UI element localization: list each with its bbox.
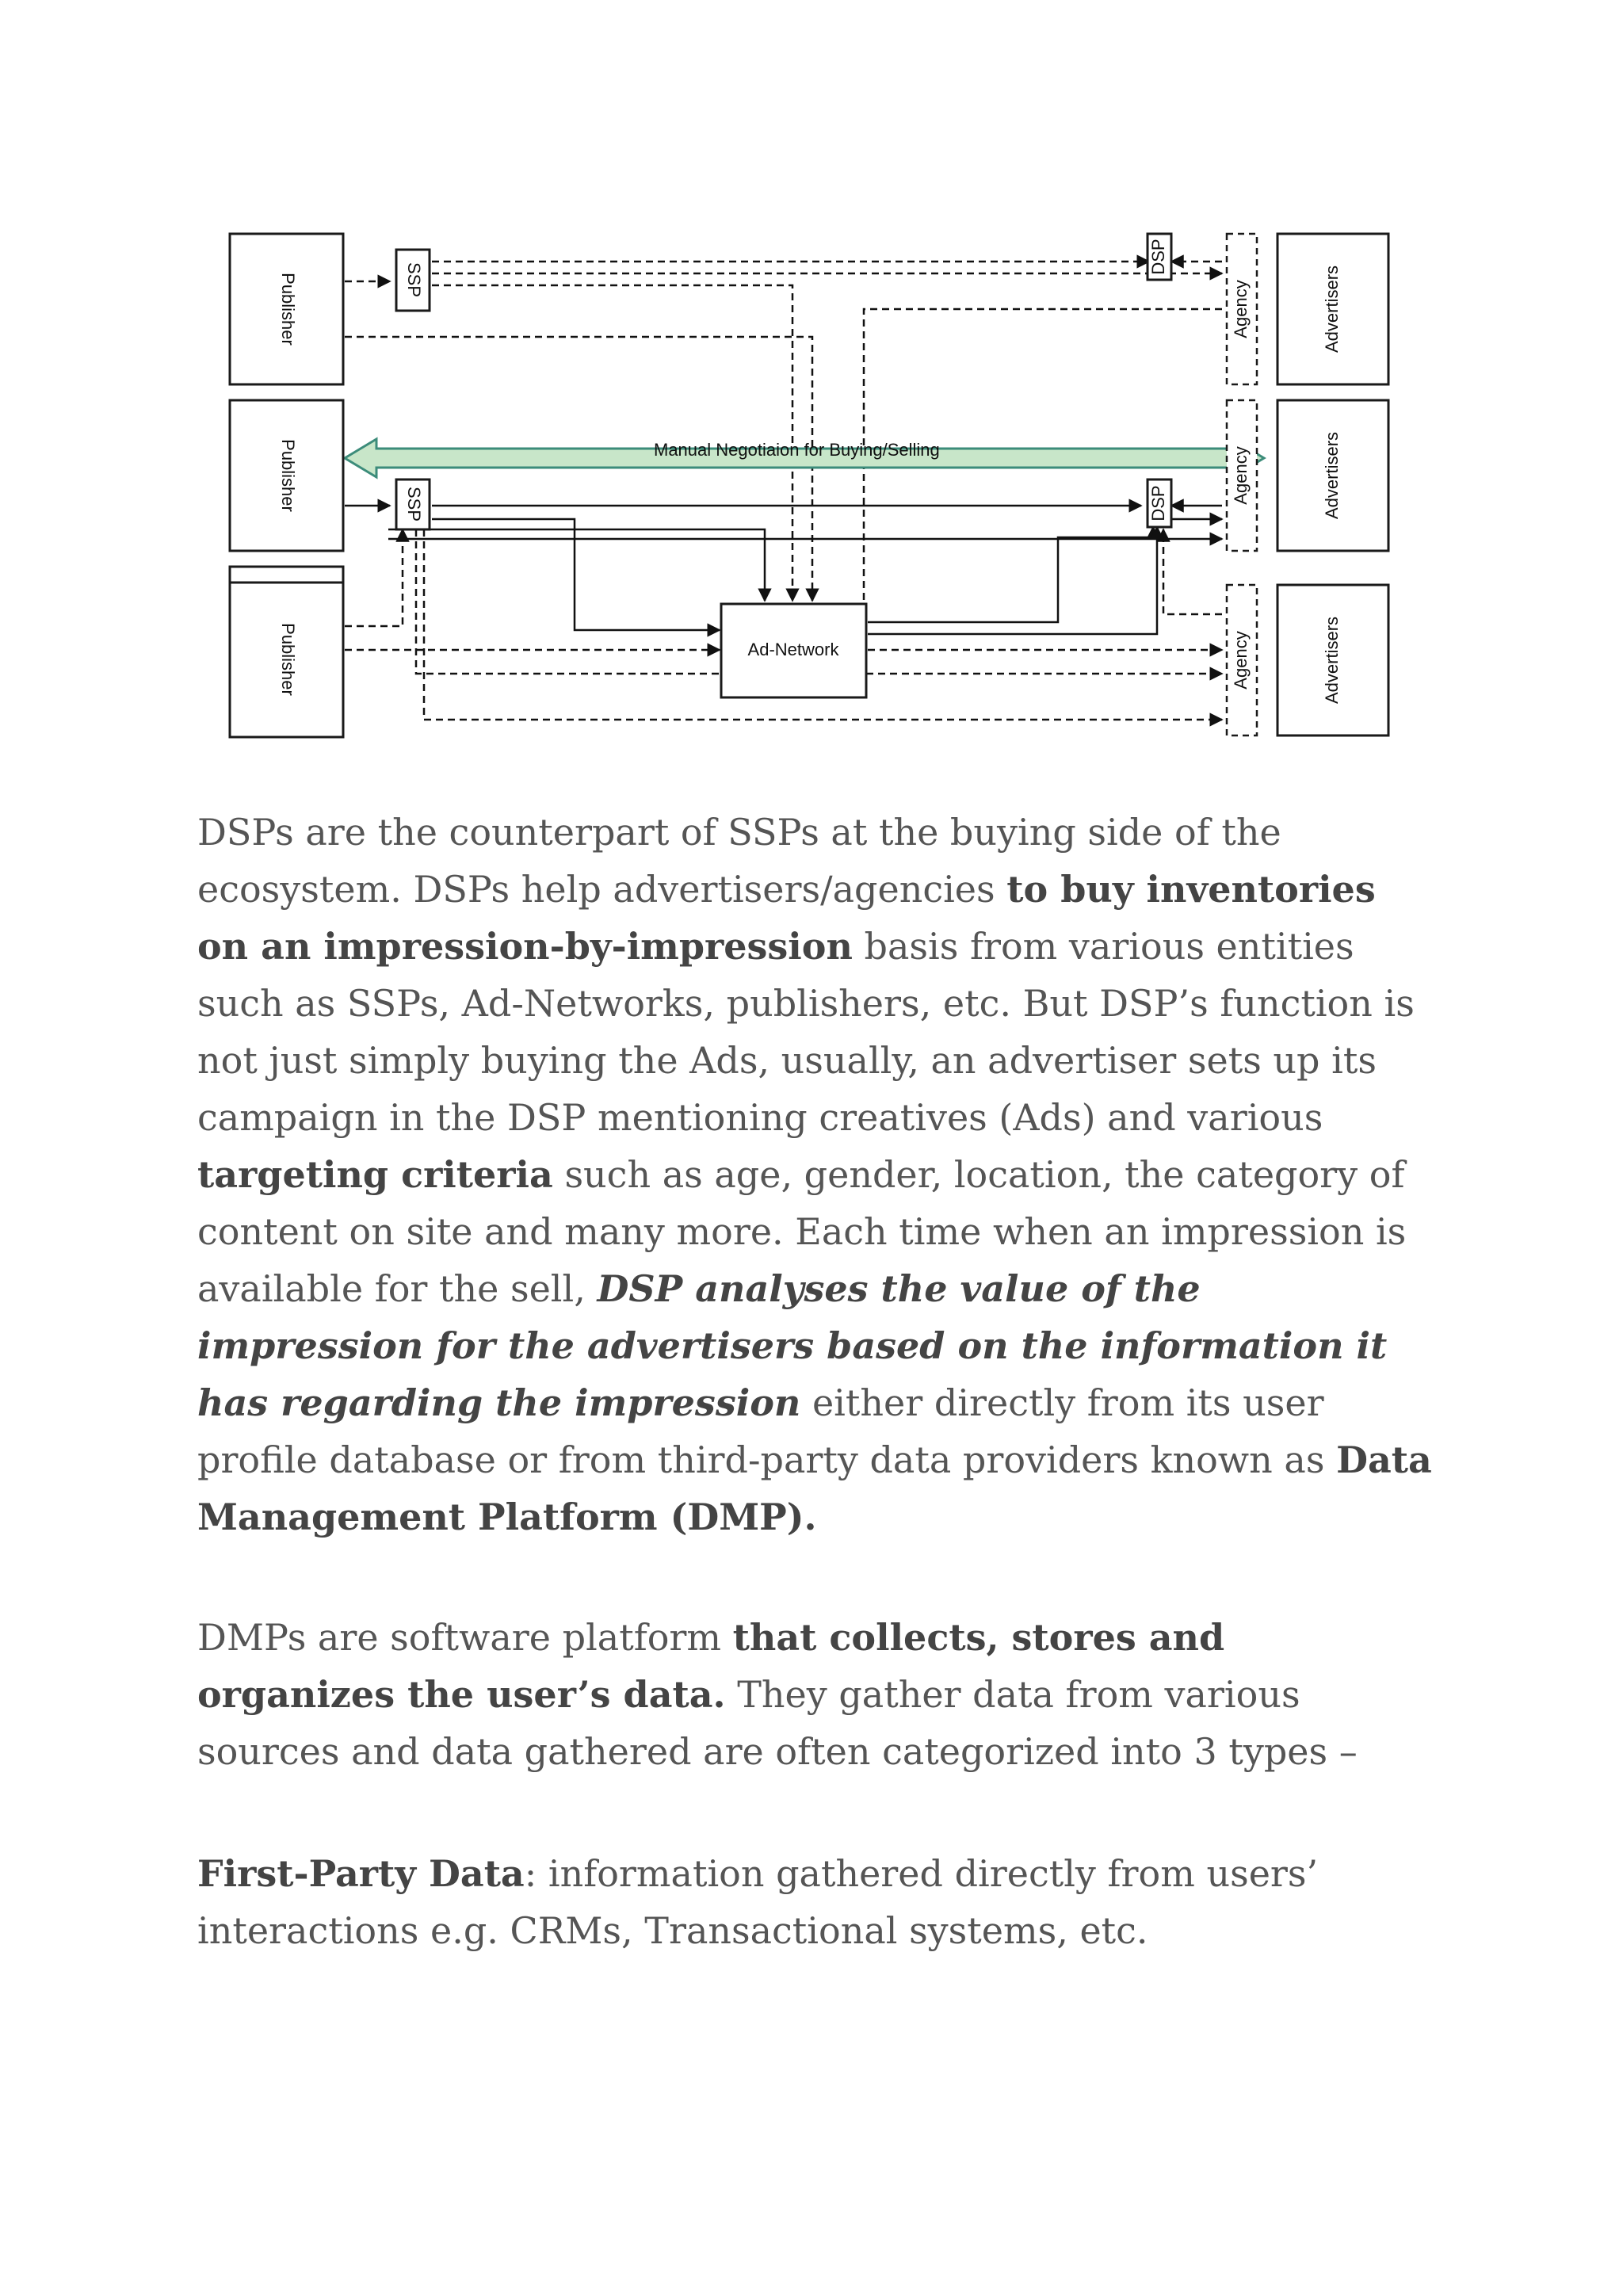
manual-negotiation-arrow — [345, 439, 1264, 477]
svg-text:Publisher: Publisher — [278, 623, 299, 696]
para1-bold-3: Data Management Platform (DMP). — [197, 1438, 1432, 1538]
para1-text-2: basis from various entities such as SSPs, Ad-Networks, publishers, etc. But DSP’s function is not just simply buying the Ads, usually, an advertiser sets up its campaign in the DSP mentioning creatives (Ads) and various — [197, 925, 1415, 1139]
svg-text:Agency: Agency — [1230, 631, 1251, 690]
agency-box-3 — [1227, 585, 1257, 735]
para1-text-1: DSPs are the counterpart of SSPs at the buying side of the ecosystem. DSPs help advertisers/agencies — [197, 811, 1281, 911]
dsp-box-2 — [1148, 479, 1171, 527]
svg-text:Advertisers: Advertisers — [1321, 431, 1342, 520]
para2-bold-1: that collects, stores and organizes the user’s data. — [197, 1616, 1225, 1716]
svg-text:Publisher: Publisher — [278, 439, 299, 512]
para1-text-3: such as age, gender, location, the category of content on site and many more. Each time when an impression is available for the sell, — [197, 1153, 1407, 1310]
para2-text-2: They gather data from various sources and data gathered are often categorized into 3 types – — [197, 1673, 1358, 1773]
para1-bold-2: targeting criteria — [197, 1153, 553, 1196]
publisher-box-3 — [230, 567, 343, 737]
advertisers-box-1 — [1277, 234, 1388, 384]
para3-text-1: : information gathered directly from users’ interactions e.g. CRMs, Transactional systems, etc. — [197, 1852, 1319, 1952]
svg-text:Agency: Agency — [1230, 280, 1251, 338]
para3-bold-1: First-Party Data — [197, 1852, 525, 1895]
paragraph-dmp — [197, 1609, 1434, 1780]
advertisers-box-3 — [1277, 585, 1388, 735]
agency-box-1 — [1227, 234, 1257, 384]
svg-text:DSP: DSP — [1148, 239, 1168, 275]
svg-text:Advertisers: Advertisers — [1321, 616, 1342, 705]
para1-bold-italic: DSP analyses the value of the impression for the advertisers based on the information it has regarding the impression — [197, 1267, 1388, 1424]
ad-network-box — [721, 604, 866, 697]
ssp-box-1 — [396, 250, 430, 311]
svg-text:Publisher: Publisher — [278, 273, 299, 346]
publisher-box-1 — [230, 234, 343, 384]
advertisers-box-2 — [1277, 400, 1388, 551]
svg-text:DSP: DSP — [1148, 485, 1168, 521]
agency-box-2 — [1227, 400, 1257, 551]
para2-text-1: DMPs are software platform — [197, 1616, 733, 1659]
negotiation-label: Manual Negotiaion for Buying/Selling — [654, 440, 940, 460]
svg-text:Agency: Agency — [1230, 446, 1251, 505]
ad-ecosystem-diagram — [198, 206, 1426, 777]
paragraph-first-party-data — [197, 1845, 1434, 1959]
svg-text:Ad-Network: Ad-Network — [747, 639, 839, 659]
paragraph-dsp — [197, 804, 1434, 1545]
svg-text:Advertisers: Advertisers — [1321, 265, 1342, 353]
publisher-box-2 — [230, 400, 343, 551]
para1-bold-1: to buy inventories on an impression-by-impression — [197, 868, 1376, 968]
svg-text:SSP: SSP — [404, 486, 425, 522]
svg-text:SSP: SSP — [404, 262, 425, 298]
dsp-box-1 — [1148, 234, 1171, 280]
ssp-box-2 — [396, 479, 430, 529]
para1-text-4: either directly from its user profile database or from third-party data providers known as — [197, 1381, 1337, 1481]
